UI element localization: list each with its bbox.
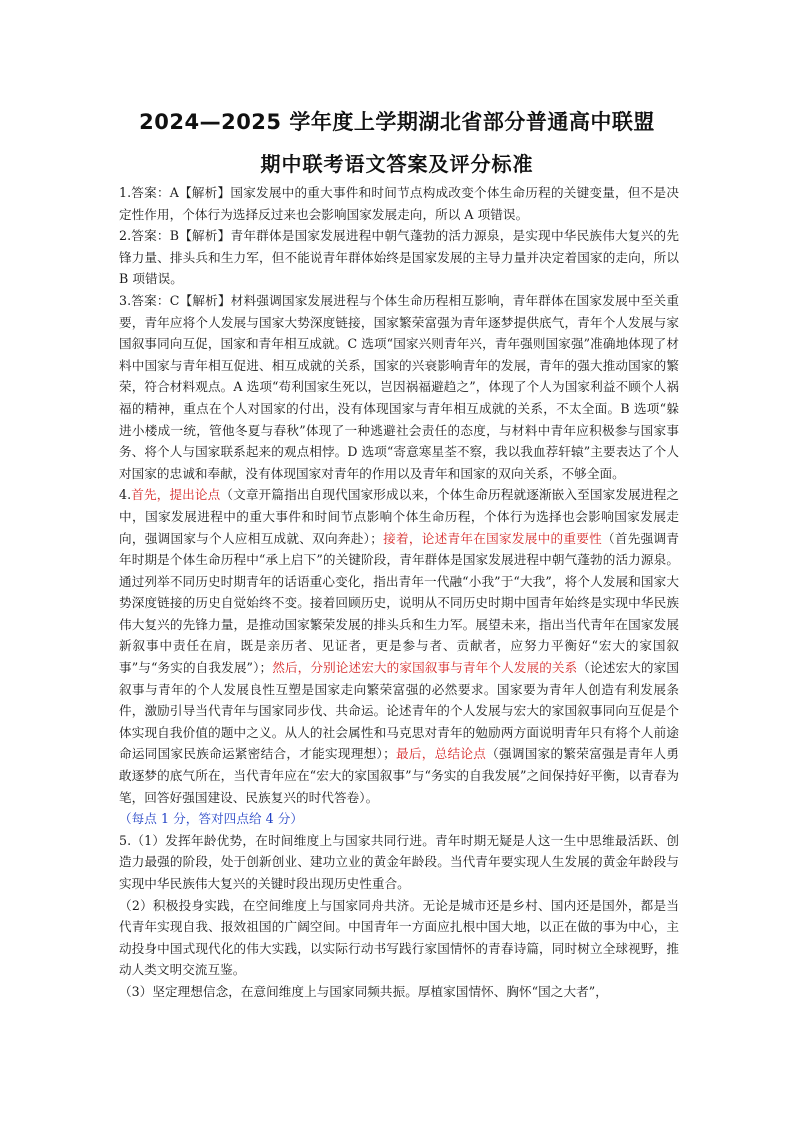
answer-q4-number: 4. (119, 487, 132, 503)
answer-q4-point1: 首先，提出论点 (131, 487, 221, 503)
answer-q2: 2.答案：B【解析】青年群体是国家发展进程中朝气蓬勃的活力源泉，是实现中华民族伟大复兴的先锋力量、排头兵和生力军，但不能说青年群体始终是国家发展的主导力量并决定着国家的走向，所以 B 项错误。 (119, 228, 679, 287)
document-body (119, 182, 679, 1003)
answer-q4-point2: 接着，论述青年在国家发展中的重要性 (382, 530, 602, 546)
document-title-line2: 期中联考语文答案及评分标准 (260, 152, 534, 176)
answer-q4-point4-detail: （强调国家的繁荣富强是青年人勇敢逐梦的底气所在，当代青年应在“宏大的家国叙事”与“务实的自我发展”之间保持好平衡，以青春为笔，回答好强国建设、民族复兴的时代答卷）。 (119, 746, 679, 805)
answer-q1: 1.答案：A【解析】国家发展中的重大事件和时间节点构成改变个体生命历程的关键变量，但不是决定性作用，个体行为选择反过来也会影响国家发展走向，所以 A 项错误。 (119, 185, 679, 222)
answer-q4-scoring-note: （每点 1 分，答对四点给 4 分） (119, 811, 304, 827)
answer-q5-part1: 5.（1）发挥年龄优势，在时间维度上与国家共同行进。青年时期无疑是人这一生中思维最活跃、创造力最强的阶段，处于创新创业、建功立业的黄金年龄段。当代青年要实现人生发展的黄金年龄段与实现中华民族伟大复兴的关键时段出现历史性重合。 (119, 832, 679, 891)
answer-q4-point3-detail: （论述宏大的家国叙事与青年的个人发展良性互塑是国家走向繁荣富强的必然要求。国家要为青年人创造有利发展条件，激励引导当代青年与国家同步伐、共命运。论述青年的个人发展与宏大的家国叙事同向互促是个体实现自我价值的题中之义。从人的社会属性和马克思对青年的勉励两方面说明青年只有将个人前途命运同国家民族命运紧密结合，才能实现理想）； (119, 660, 679, 762)
answer-q3: 3.答案：C【解析】材料强调国家发展进程与个体生命历程相互影响，青年群体在国家发展中至关重要，青年应将个人发展与国家大势深度链接，国家繁荣富强为青年逐梦提供底气，青年个人发展与家国叙事同向互促，国家和青年相互成就。C 选项“国家兴则青年兴，青年强则国家强”准确地体现了材料中国家与青年相互促进、相互成就的关系，国家的兴衰影响青年的发展，青年的强大推动国家的繁荣，符合材料观点。A 选项“苟利国家生死以，岂因祸福避趋之”，体现了个人为国家利益不顾个人祸福的精神，重点在个人对国家的付出，没有体现国家与青年相互成就的关系，不太全面。B 选项“躲进小楼成一统，管他冬夏与春秋”体现了一种逃避社会责任的态度，与材料中青年应积极参与国家事务、将个人与国家联系起来的观点相悖。D 选项“寄意寒星荃不察，我以我血荐轩辕”主要表达了个人对国家的忠诚和奉献，没有体现国家对青年的作用以及青年和国家的双向关系，不够全面。 (119, 292, 679, 481)
answer-q4-point1-detail: （文章开篇指出自现代国家形成以来，个体生命历程就逐渐嵌入至国家发展进程之中，国家发展进程中的重大事件和时间节点影响个体生命历程，个体行为选择也会影响国家发展走向，强调国家与个人应相互成就、双向奔赴）； (119, 487, 679, 546)
answer-q5-part3: （3）坚定理想信念，在意间维度上与国家同频共振。厚植家国情怀、胸怀“国之大者”， (119, 983, 608, 999)
answer-q4-point3: 然后，分别论述宏大的家国叙事与青年个人发展的关系 (272, 660, 578, 676)
answer-q4-point4: 最后，总结论点 (395, 746, 487, 762)
answer-q5-part2: （2）积极投身实践，在空间维度上与国家同舟共济。无论是城市还是乡村、国内还是国外，都是当代青年实现自我、报效祖国的广阔空间。中国青年一方面应扎根中国大地，以正在做的事为中心，主动投身中国式现代化的伟大实践，以实际行动书写践行家国情怀的青春诗篇，同时树立全球视野，推动人类文明交流互鉴。 (119, 897, 679, 978)
answer-q4-point2-detail: （首先强调青年时期是个体生命历程中“承上启下”的关键阶段，青年群体是国家发展进程中朝气蓬勃的活力源泉。通过列举不同历史时期青年的话语重心变化，指出青年一代融“小我”于“大我”，将个人发展和国家大势深度链接的历史自觉始终不变。接着回顾历史，说明从不同历史时期中国青年始终是实现中华民族伟大复兴的先锋力量，是推动国家繁荣发展的排头兵和生力军。展望未来，指出当代青年在国家发展新叙事中责任在肩，既是亲历者、见证者，更是参与者、贡献者，应努力平衡好“宏大的家国叙事”与“务实的自我发展”）； (119, 530, 680, 676)
answer-q4 (119, 484, 679, 830)
document-title-line1: 2024—2025 学年度上学期湖北省部分普通高中联盟 (139, 110, 655, 134)
